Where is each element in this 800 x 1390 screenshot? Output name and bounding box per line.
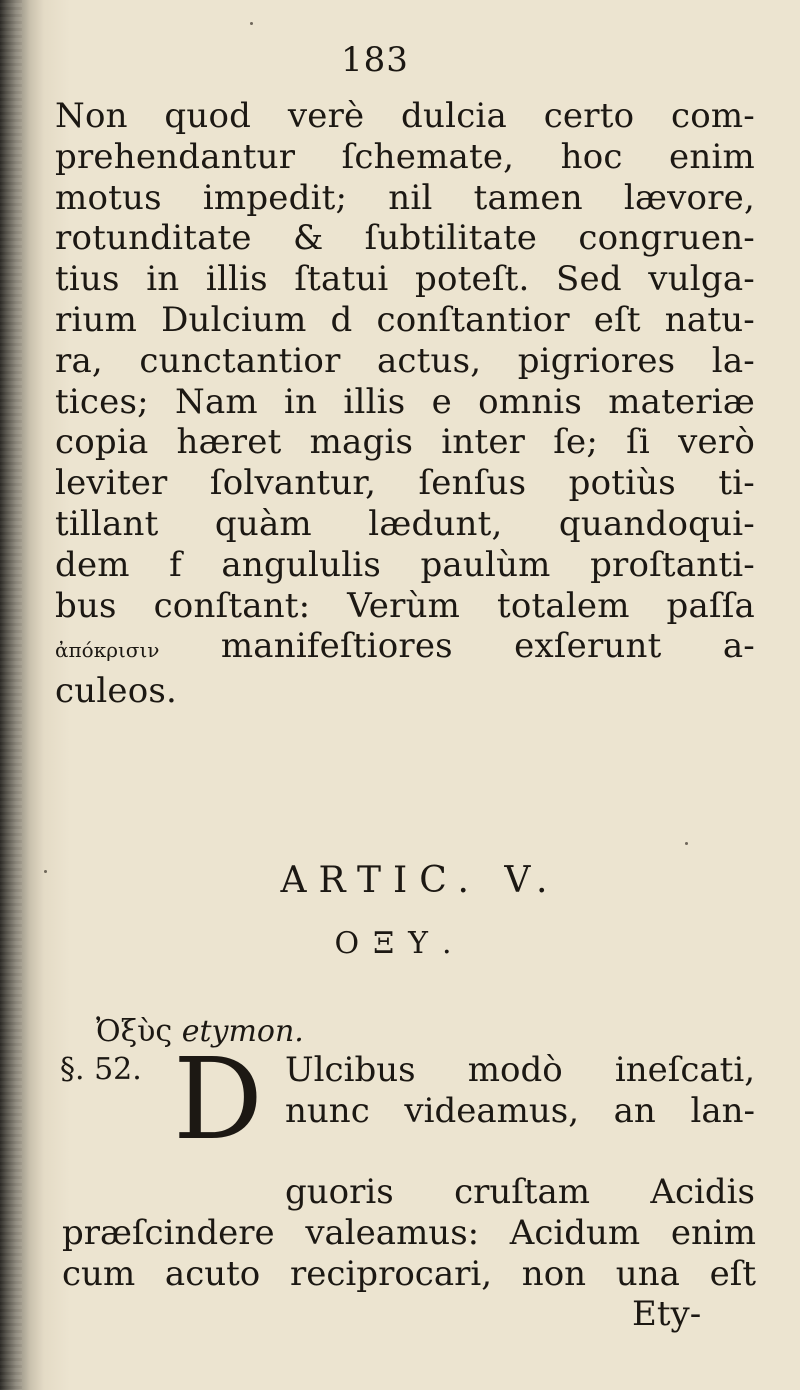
etymon-greek: Ὀξὺς bbox=[96, 1014, 173, 1049]
text-line: prehendantur ſchemate, hoc enim bbox=[55, 136, 755, 177]
drop-capital: D bbox=[173, 1035, 263, 1165]
text-line: præſcindere valeamus: Acidum enim bbox=[62, 1213, 756, 1253]
greek-heading: ΟΞΥ. bbox=[334, 926, 466, 961]
text-line: guoris cruſtam Acidis bbox=[285, 1172, 755, 1212]
page-number: 183 bbox=[341, 40, 409, 80]
text-line: tices; Nam in illis e omnis materiæ bbox=[55, 381, 755, 422]
text-line: rium Dulcium d conſtantior eſt natu- bbox=[55, 299, 755, 340]
text-line: dem f angululis paulùm proſtanti- bbox=[55, 544, 755, 585]
text-line: tillant quàm lædunt, quandoqui- bbox=[55, 503, 755, 544]
article-heading: ARTIC. V. bbox=[280, 860, 560, 901]
paragraph-1 bbox=[55, 96, 755, 712]
paper-speck bbox=[44, 870, 47, 873]
text-line: nunc videamus, an lan- bbox=[285, 1090, 755, 1131]
section-number: §. 52. bbox=[60, 1052, 142, 1087]
text-line-with-greek bbox=[55, 626, 755, 671]
text-line: bus conſtant: Verùm totalem paſſa bbox=[55, 585, 755, 626]
paper-speck bbox=[685, 842, 688, 845]
text-line: rotunditate & ſubtilitate congruen- bbox=[55, 218, 755, 259]
text-line: leviter ſolvantur, ſenſus potiùs ti- bbox=[55, 463, 755, 504]
text-line: cum acuto reciprocari, non una eſt bbox=[62, 1253, 756, 1294]
paragraph-2-capped bbox=[285, 1050, 755, 1132]
etymon-label: etymon. bbox=[181, 1014, 304, 1049]
text-fragment: manifeſtiores exſerunt a- bbox=[220, 626, 755, 667]
text-line: ra, cunctantior actus, pigriores la- bbox=[55, 340, 755, 381]
greek-word: ἀπόκρισιν bbox=[55, 638, 160, 663]
text-line: tius in illis ſtatui poteſt. Sed vulga- bbox=[55, 259, 755, 300]
paragraph-2-rest bbox=[62, 1213, 756, 1295]
catchword: Ety- bbox=[632, 1294, 702, 1334]
paper-speck bbox=[250, 22, 253, 25]
text-line: Ulcibus modò ineſcati, bbox=[285, 1050, 755, 1090]
text-line: Non quod verè dulcia certo com- bbox=[55, 96, 755, 136]
text-line: copia hæret magis inter ſe; ſi verò bbox=[55, 422, 755, 463]
text-line: motus impedit; nil tamen lævore, bbox=[55, 177, 755, 218]
text-line: culeos. bbox=[55, 671, 178, 712]
binding-gutter bbox=[0, 0, 22, 1390]
paragraph-2-hanging bbox=[285, 1172, 755, 1213]
